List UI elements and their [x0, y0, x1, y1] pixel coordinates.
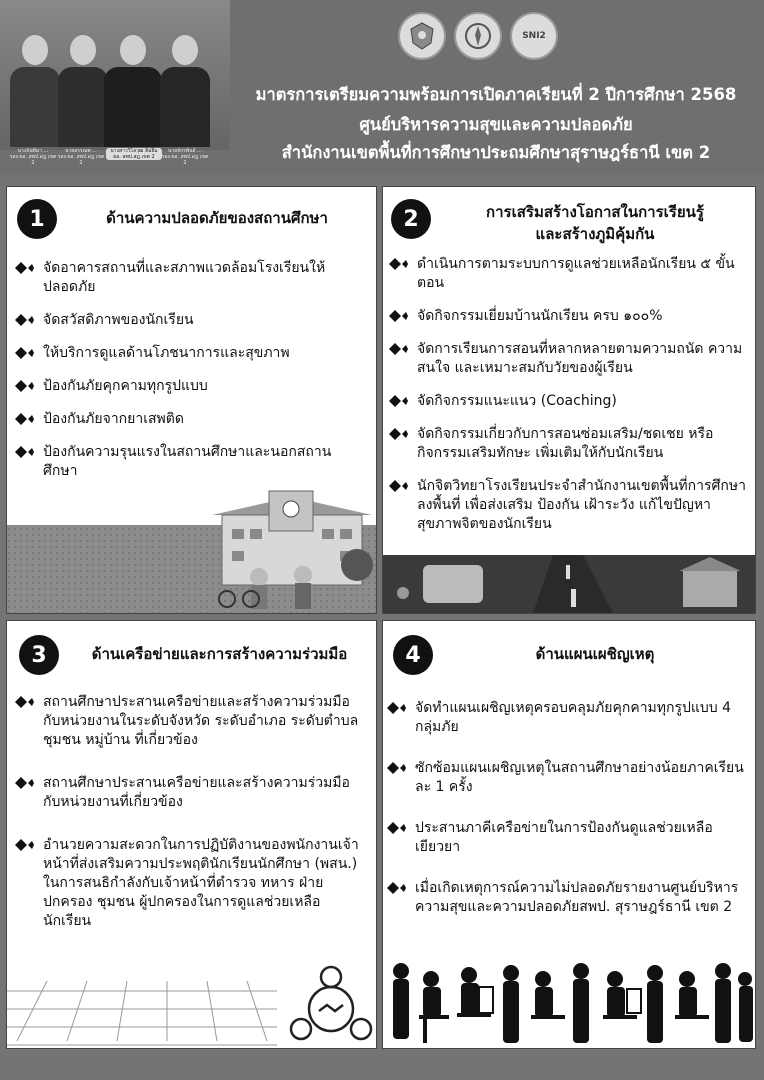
diamond-bullet-icon: [15, 347, 35, 359]
seal-icon: [454, 12, 502, 60]
section-item-list: [389, 255, 749, 548]
staff-caption: นางจันทิมา ... รอง ผอ. สพป.สฎ เขต 2: [9, 148, 57, 166]
section-number: 3: [19, 635, 59, 675]
staff-photo: [160, 35, 210, 147]
item-text: จัดกิจกรรมเยี่ยมบ้านนักเรียน ครบ ๑๐๐%: [417, 308, 663, 324]
diamond-bullet-icon: [15, 262, 35, 274]
sni2-logo-icon: [510, 12, 558, 60]
item-text: เมื่อเกิดเหตุการณ์ความไม่ปลอดภัยรายงานศูนย์บริหารความสุขและความปลอดภัยสพป. สุราษฎร์ธานี เขต 2: [415, 880, 739, 915]
section-item-list: [15, 693, 367, 945]
header-banner: [0, 0, 764, 175]
list-item: [387, 759, 747, 797]
section-item-list: [387, 699, 747, 931]
diamond-bullet-icon: [15, 696, 35, 708]
staff-photo: [58, 35, 108, 147]
item-text: ป้องกันความรุนแรงในสถานศึกษาและนอกสถานศึกษา: [43, 444, 332, 479]
logo-group: [398, 12, 558, 60]
list-item: [389, 425, 749, 463]
staff-photo: [10, 35, 60, 147]
diamond-bullet-icon: [389, 343, 409, 355]
staff-caption: นายอรรณพ ... รอง ผอ. สพป.สฎ เขต 2: [57, 148, 105, 166]
list-item: [15, 836, 367, 931]
diamond-bullet-icon: [387, 822, 407, 834]
diamond-bullet-icon: [15, 777, 35, 789]
diamond-bullet-icon: [15, 380, 35, 392]
diamond-bullet-icon: [15, 413, 35, 425]
diamond-bullet-icon: [389, 395, 409, 407]
network-illustration: [7, 961, 376, 1047]
list-item: [389, 340, 749, 378]
diamond-bullet-icon: [387, 762, 407, 774]
list-item: [15, 311, 365, 330]
staff-photo: [104, 35, 162, 147]
item-text: สถานศึกษาประสานเครือข่ายและสร้างความร่วมมือกับหน่วยงานในระดับจังหวัด ระดับอำเภอ ระดับตำบล ชุมชน หมู่บ้าน ที่เกี่ยวข้อง: [43, 694, 359, 748]
section-title: ด้านความปลอดภัยของสถานศึกษา: [106, 209, 328, 227]
home-visit-illustration: [383, 555, 755, 613]
section-safety-card: [6, 186, 377, 614]
item-text: สถานศึกษาประสานเครือข่ายและสร้างความร่วมมือกับหน่วยงานที่เกี่ยวข้อง: [43, 775, 350, 810]
classroom-silhouette-illustration: [383, 957, 755, 1047]
item-text: จัดสวัสดิภาพของนักเรียน: [43, 312, 194, 328]
item-text: ซักซ้อมแผนเผชิญเหตุในสถานศึกษาอย่างน้อยภาคเรียนละ 1 ครั้ง: [415, 760, 744, 795]
diamond-bullet-icon: [15, 314, 35, 326]
header-title-line3: สำนักงานเขตพื้นที่การศึกษาประถมศึกษาสุราษฎร์ธานี เขต 2: [281, 143, 711, 162]
list-item: [389, 307, 749, 326]
item-text: จัดทำแผนเผชิญเหตุครอบคลุมภัยคุกคามทุกรูปแบบ 4 กลุ่มภัย: [415, 700, 732, 735]
list-item: [387, 699, 747, 737]
section-network-card: [6, 620, 377, 1049]
section-opportunity-card: [382, 186, 756, 614]
crest-icon: [398, 12, 446, 60]
list-item: [389, 477, 749, 534]
list-item: [15, 344, 365, 363]
handshake-network-icon: [291, 967, 371, 1039]
staff-caption: นางสาววิไลวุฒ ลิ่มยิ้ม ผอ. สพป.สฎ เขต 2: [106, 148, 162, 160]
diamond-bullet-icon: [15, 839, 35, 851]
item-text: ประสานภาคีเครือข่ายในการป้องกันดูแลช่วยเหลือ เยียวยา: [415, 820, 713, 855]
section-number: 1: [17, 199, 57, 239]
diamond-bullet-icon: [15, 446, 35, 458]
item-text: จัดกิจกรรมแนะแนว (Coaching): [417, 393, 617, 409]
header-title-line1: มาตรการเตรียมความพร้อมการเปิดภาคเรียนที่ 2 ปีการศึกษา 2568: [255, 85, 737, 104]
item-text: อำนวยความสะดวกในการปฏิบัติงานของพนักงานเจ้าหน้าที่ส่งเสริมความประพฤตินักเรียนนักศึกษา (พสน.) ในการสนธิกำลังกับเจ้าหน้าที่ตำรวจ ทหาร ฝ่ายปกครอง ชุมชน ผู้ปกครองในการดูแลช่วยเหลือนักเรียน: [43, 837, 359, 929]
list-item: [15, 259, 365, 297]
section-number: 2: [391, 199, 431, 239]
list-item: [389, 392, 749, 411]
list-item: [389, 255, 749, 293]
school-illustration: [7, 485, 376, 613]
section-title: การเสริมสร้างโอกาสในการเรียนรู้ และสร้างภูมิคุ้มกัน: [486, 203, 704, 243]
diamond-bullet-icon: [389, 258, 409, 270]
staff-caption: นายจักรพันธ์ ... รอง ผอ. สพป.สฎ เขต 2: [161, 148, 209, 166]
diamond-bullet-icon: [387, 882, 407, 894]
section-number: 4: [393, 635, 433, 675]
item-text: นักจิตวิทยาโรงเรียนประจำสำนักงานเขตพื้นที่การศึกษาลงพื้นที่ เพื่อส่งเสริม ป้องกัน เฝ้าระวัง แก้ไขปัญหาสุขภาพจิตของนักเรียน: [417, 478, 746, 532]
list-item: [15, 774, 367, 812]
section-title: ด้านเครือข่ายและการสร้างความร่วมมือ: [91, 645, 348, 663]
list-item: [15, 443, 365, 481]
list-item: [387, 879, 747, 917]
item-text: ป้องกันภัยจากยาเสพติด: [43, 411, 184, 427]
section-title: ด้านแผนเผชิญเหตุ: [535, 645, 655, 663]
item-text: จัดกิจกรรมเกี่ยวกับการสอนซ่อมเสริม/ชดเชย หรือกิจกรรมเสริมทักษะ เพิ่มเติมให้กับนักเรียน: [417, 426, 714, 461]
list-item: [15, 377, 365, 396]
diamond-bullet-icon: [389, 480, 409, 492]
list-item: [15, 693, 367, 750]
list-item: [387, 819, 747, 857]
section-item-list: [15, 259, 365, 495]
item-text: ป้องกันภัยคุกคามทุกรูปแบบ: [43, 378, 208, 394]
item-text: ให้บริการดูแลด้านโภชนาการและสุขภาพ: [43, 345, 290, 361]
diamond-bullet-icon: [389, 428, 409, 440]
diamond-bullet-icon: [389, 310, 409, 322]
diamond-bullet-icon: [387, 702, 407, 714]
logo-text: SNI2: [522, 31, 546, 41]
header-title-line2: ศูนย์บริหารความสุขและความปลอดภัย: [359, 115, 633, 134]
item-text: จัดการเรียนการสอนที่หลากหลายตามความถนัด ความสนใจ และเหมาะสมกับวัยของผู้เรียน: [417, 341, 743, 376]
list-item: [15, 410, 365, 429]
item-text: จัดอาคารสถานที่และสภาพแวดล้อมโรงเรียนให้ปลอดภัย: [43, 260, 326, 295]
section-emergency-card: [382, 620, 756, 1049]
item-text: ดำเนินการตามระบบการดูแลช่วยเหลือนักเรียน ๕ ขั้นตอน: [417, 256, 735, 291]
